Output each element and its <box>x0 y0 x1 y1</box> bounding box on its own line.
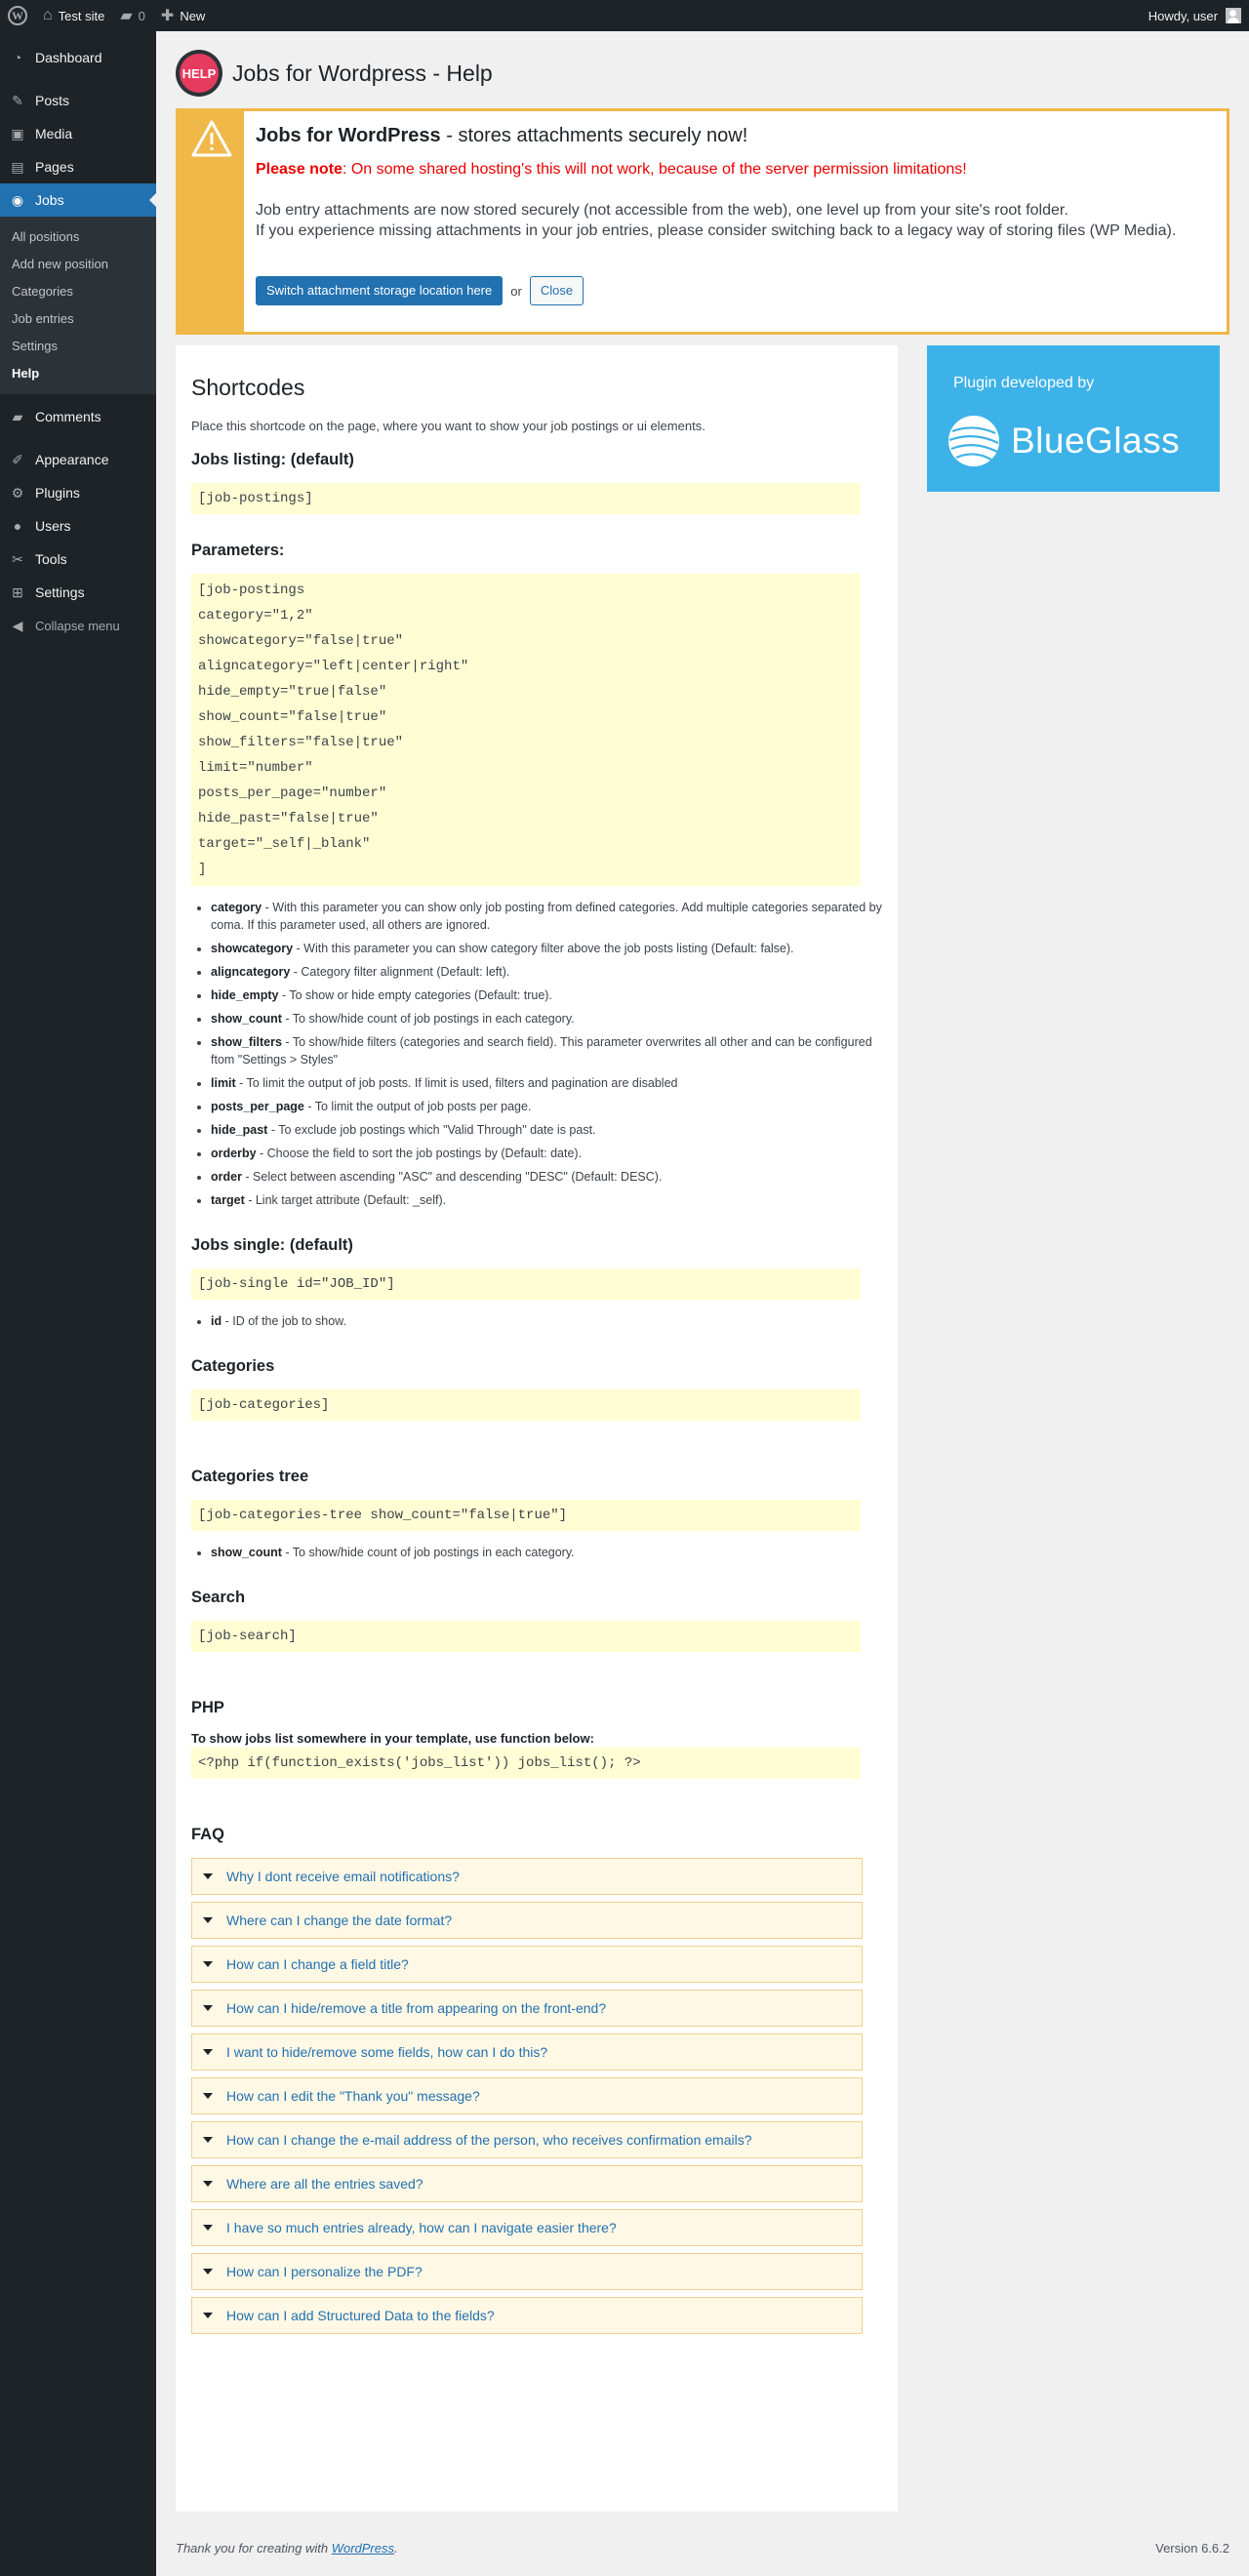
menu-dashboard[interactable]: ◔ Dashboard <box>0 41 156 74</box>
search-code: [job-search] <box>191 1621 861 1652</box>
caret-down-icon <box>203 2181 213 2187</box>
footer-thanks: Thank you for creating with WordPress. <box>176 2541 398 2556</box>
wp-logo-menu[interactable] <box>0 0 35 31</box>
wordpress-icon: W <box>8 6 27 25</box>
params-list <box>191 899 882 1209</box>
submenu-job-entries[interactable]: Job entries <box>12 311 74 326</box>
page-header <box>176 31 1229 107</box>
php-title: PHP <box>191 1699 224 1716</box>
categories-title: Categories <box>191 1357 275 1375</box>
submenu-add-new-position[interactable]: Add new position <box>12 257 109 271</box>
list-item: • show_filters - To show/hide filters (categories and search field). This parameter overwrites all other and can be configured ftom "Settings > Styles" <box>211 1033 882 1068</box>
new-content-link[interactable]: ✚ New <box>160 8 206 24</box>
params-code: [job-postings category="1,2" showcategory="false|true" aligncategory="left|center|right" hide_empty="true|false" show_count="false|true" show_filters="false|true" limit="number" posts_per_page="number" hide_past="false|true" target="_self|_blank" ] <box>191 574 861 886</box>
notice-actions: Switch attachment storage location here or Close <box>256 276 1215 305</box>
menu-settings[interactable]: ⊞ Settings <box>0 576 156 609</box>
list-item: • order - Select between ascending "ASC" and descending "DESC" (Default: DESC). <box>211 1168 882 1186</box>
faq-list <box>191 1858 882 2334</box>
list-item: • posts_per_page - To limit the output of job posts per page. <box>211 1098 882 1115</box>
php-label: To show jobs list somewhere in your template, use function below: <box>191 1731 594 1746</box>
shortcodes-lead: Place this shortcode on the page, where you want to show your job postings or ui elements. <box>191 419 705 433</box>
caret-down-icon <box>203 1917 213 1923</box>
menu-posts[interactable]: ✎ Posts <box>0 84 156 117</box>
php-code: <?php if(function_exists('jobs_list')) jobs_list(); ?> <box>191 1748 861 1779</box>
submenu-settings[interactable]: Settings <box>12 339 58 353</box>
list-item: • hide_empty - To show or hide empty categories (Default: true). <box>211 986 882 1004</box>
caret-down-icon <box>203 2093 213 2099</box>
caret-down-icon <box>203 1873 213 1879</box>
faq-item[interactable]: I have so much entries already, how can I navigate easier there? <box>191 2209 863 2246</box>
faq-item[interactable]: How can I personalize the PDF? <box>191 2253 863 2290</box>
pages-icon: ▤ <box>11 158 24 175</box>
faq-item[interactable]: Where can I change the date format? <box>191 1902 863 1939</box>
notice-description: Job entry attachments are now stored securely (not accessible from the web), one level up from your site's root folder. If you experience missing attachments in your job entries, please consider switching back to a legacy way of storing files (WP Media). <box>256 202 1177 239</box>
site-name-link[interactable]: ⌂ Test site <box>43 7 105 23</box>
footer-version: Version 6.6.2 <box>1155 2541 1229 2556</box>
caret-down-icon <box>203 2269 213 2274</box>
menu-jobs[interactable]: ◉ Jobs <box>0 183 156 217</box>
list-item: • category - With this parameter you can show only job posting from defined categories. Add multiple categories separated by coma. If this parameter used, all others are ignored. <box>211 899 882 934</box>
pin-icon: ✎ <box>12 92 23 108</box>
banner-brand: BlueGlass <box>1011 421 1181 461</box>
switch-storage-button[interactable]: Switch attachment storage location here <box>256 276 503 305</box>
faq-item[interactable]: Why I dont receive email notifications? <box>191 1858 863 1895</box>
caret-down-icon <box>203 2049 213 2055</box>
list-item: • show_count - To show/hide count of job postings in each category. <box>211 1544 882 1561</box>
my-account-menu[interactable]: Howdy, user <box>1148 8 1249 23</box>
listing-title: Jobs listing: (default) <box>191 451 354 468</box>
blueglass-banner[interactable] <box>927 345 1220 492</box>
caret-down-icon <box>203 2005 213 2011</box>
listing-code: [job-postings] <box>191 483 861 514</box>
warning-icon <box>190 119 233 158</box>
plugins-icon: ⚙ <box>11 484 24 501</box>
main-content <box>176 31 1229 2323</box>
list-item: • limit - To limit the output of job posts. If limit is used, filters and pagination are disabled <box>211 1074 882 1092</box>
banner-developed-by: Plugin developed by <box>953 375 1095 391</box>
list-item: • orderby - Choose the field to sort the job postings by (Default: date). <box>211 1145 882 1162</box>
menu-tools[interactable]: ✂ Tools <box>0 543 156 576</box>
users-icon: ● <box>13 518 22 534</box>
comment-icon: ▰ <box>120 8 133 24</box>
jobs-icon: ◉ <box>11 191 24 208</box>
caret-down-icon <box>203 2313 213 2318</box>
submenu-all-positions[interactable]: All positions <box>12 229 80 244</box>
admin-footer <box>176 2541 1229 2556</box>
menu-pages[interactable]: ▤ Pages <box>11 158 74 175</box>
blueglass-logo <box>947 414 1180 468</box>
faq-item[interactable]: How can I add Structured Data to the fields? <box>191 2297 863 2334</box>
submenu-help[interactable]: Help <box>12 366 40 381</box>
comments-link[interactable]: ▰ 0 <box>120 8 145 24</box>
menu-users[interactable]: ● Users <box>0 509 156 543</box>
faq-item[interactable]: Where are all the entries saved? <box>191 2165 863 2202</box>
shortcodes-panel <box>176 345 898 2512</box>
close-notice-button[interactable]: Close <box>530 276 584 305</box>
tree-params-list <box>191 1544 882 1561</box>
notice-body <box>244 111 1227 332</box>
list-item: • aligncategory - Category filter alignment (Default: left). <box>211 963 882 981</box>
dashboard-icon: ◔ <box>13 50 22 65</box>
jobs-submenu <box>0 217 156 394</box>
collapse-menu-button[interactable]: ◀ Collapse menu <box>0 609 156 642</box>
shortcodes-title: Shortcodes <box>191 375 305 400</box>
list-item: • show_count - To show/hide count of job postings in each category. <box>211 1010 882 1027</box>
categories-code: [job-categories] <box>191 1389 861 1421</box>
faq-item[interactable]: How can I hide/remove a title from appearing on the front-end? <box>191 1990 863 2027</box>
notice-warning-text: Please note: On some shared hosting's this will not work, because of the server permission limitations! <box>256 161 967 178</box>
avatar <box>1226 8 1241 23</box>
warning-icon-column <box>179 111 244 332</box>
wordpress-link[interactable]: WordPress <box>331 2541 394 2556</box>
faq-title: FAQ <box>191 1826 224 1843</box>
settings-icon: ⊞ <box>12 584 23 600</box>
menu-media[interactable]: ▣ Media <box>11 125 73 141</box>
search-title: Search <box>191 1589 246 1606</box>
page-title: Jobs for Wordpress - Help <box>232 60 493 86</box>
menu-comments[interactable]: ▰ Comments <box>0 400 156 433</box>
list-item: • hide_past - To exclude job postings which "Valid Through" date is past. <box>211 1121 882 1139</box>
list-item: • id - ID of the job to show. <box>211 1312 882 1330</box>
faq-item[interactable]: How can I change the e-mail address of the person, who receives confirmation emails? <box>191 2121 863 2158</box>
list-item: • showcategory - With this parameter you can show category filter above the job posts listing (Default: false). <box>211 940 882 957</box>
tree-title: Categories tree <box>191 1468 309 1485</box>
tree-code: [job-categories-tree show_count="false|true"] <box>191 1500 861 1531</box>
media-icon: ▣ <box>11 125 24 141</box>
notice-title: Jobs for WordPress - stores attachments securely now! <box>256 125 748 146</box>
comments-icon: ▰ <box>12 408 23 424</box>
caret-down-icon <box>203 2225 213 2231</box>
menu-plugins[interactable]: ⚙ Plugins <box>11 484 80 501</box>
params-title: Parameters: <box>191 542 285 559</box>
single-code: [job-single id="JOB_ID"] <box>191 1268 861 1300</box>
admin-sidebar <box>0 31 156 2576</box>
caret-down-icon <box>203 1961 213 1967</box>
faq-item[interactable]: I want to hide/remove some fields, how can I do this? <box>191 2033 863 2071</box>
appearance-icon: ✐ <box>12 451 23 467</box>
submenu-categories[interactable]: Categories <box>12 284 73 299</box>
single-title: Jobs single: (default) <box>191 1236 353 1254</box>
faq-item[interactable]: How can I edit the "Thank you" message? <box>191 2077 863 2114</box>
menu-appearance[interactable]: ✐ Appearance <box>0 443 156 476</box>
help-icon: HELP <box>176 50 222 97</box>
caret-down-icon <box>203 2137 213 2143</box>
plus-icon: ✚ <box>160 8 175 24</box>
collapse-icon: ◀ <box>12 617 23 633</box>
admin-bar <box>0 0 1249 31</box>
tools-icon: ✂ <box>12 550 23 567</box>
single-params-list <box>191 1312 882 1330</box>
faq-item[interactable]: How can I change a field title? <box>191 1946 863 1983</box>
home-icon: ⌂ <box>43 7 53 23</box>
list-item: • target - Link target attribute (Default: _self). <box>211 1191 882 1209</box>
storage-notice <box>176 108 1229 335</box>
blueglass-globe-icon <box>947 414 1001 468</box>
